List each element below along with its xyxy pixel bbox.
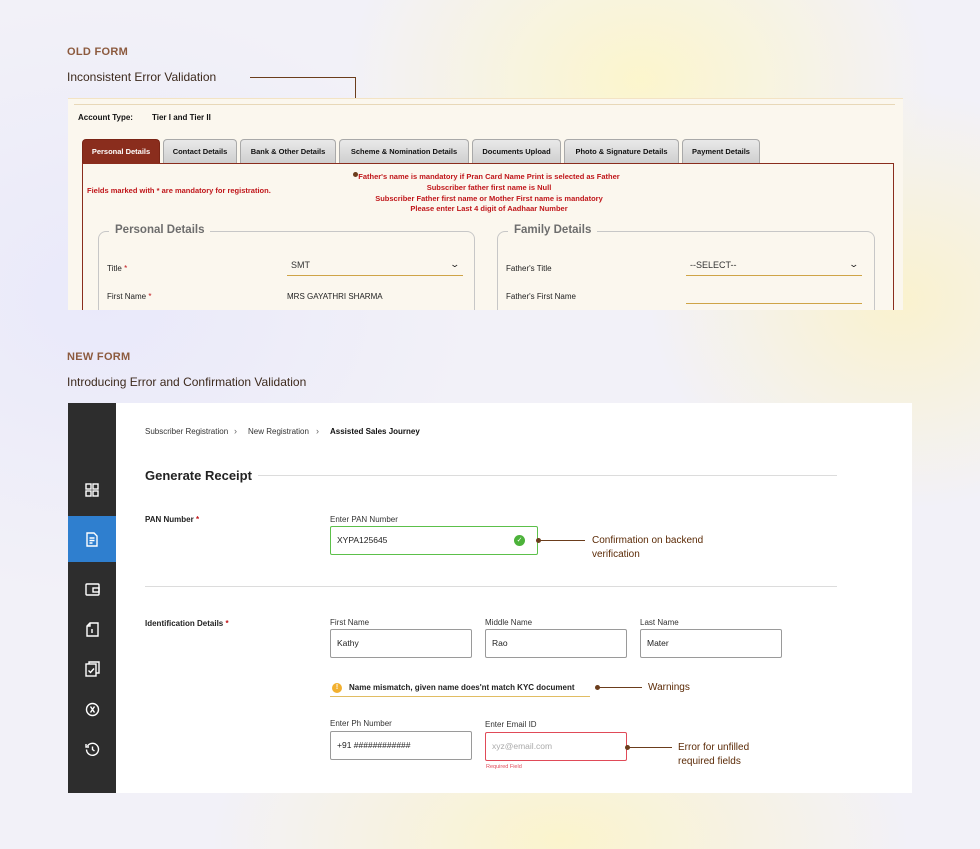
name-mismatch-warning bbox=[330, 681, 590, 697]
pan-input-value: XYPA125645 bbox=[337, 535, 388, 545]
first-name-input[interactable]: Kathy bbox=[330, 629, 472, 658]
family-details-fieldset bbox=[497, 224, 875, 310]
error-annotation-line bbox=[629, 747, 672, 748]
warning-text: Name mismatch, given name does'nt match KYC document bbox=[349, 683, 575, 692]
error-message: Father's name is mandatory if Pran Card Name Print is selected as Father bbox=[358, 172, 620, 181]
sidebar-item-history[interactable] bbox=[68, 726, 116, 772]
breadcrumb-current: Assisted Sales Journey bbox=[330, 427, 420, 436]
tab-bank-other-details[interactable]: Bank & Other Details bbox=[240, 139, 336, 163]
title-label: Title * bbox=[107, 264, 128, 273]
old-form-body bbox=[82, 163, 894, 310]
warnings-annotation-line bbox=[599, 687, 642, 688]
check-circle-icon: ✓ bbox=[514, 535, 525, 546]
page-title: Generate Receipt bbox=[145, 468, 252, 483]
old-form-label: OLD FORM bbox=[67, 46, 129, 58]
mandatory-note: Fields marked with * are mandatory for registration. bbox=[87, 186, 271, 195]
warnings-annotation: Warnings bbox=[648, 682, 690, 693]
title-select-value: SMT bbox=[291, 260, 310, 270]
first-name-label: First Name bbox=[330, 618, 370, 627]
fathers-title-label: Father's Title bbox=[506, 264, 552, 273]
phone-label: Enter Ph Number bbox=[330, 719, 392, 728]
chevron-down-icon: ⌄ bbox=[848, 259, 860, 269]
divider bbox=[258, 475, 837, 476]
email-error: Required Field bbox=[486, 764, 522, 770]
sidebar-item-receipt[interactable] bbox=[68, 516, 116, 562]
divider bbox=[74, 104, 895, 105]
breadcrumb-item[interactable]: New Registration bbox=[248, 427, 309, 436]
email-label: Enter Email ID bbox=[485, 720, 537, 729]
last-name-label: Last Name bbox=[640, 618, 679, 627]
breadcrumb-item[interactable]: Subscriber Registration bbox=[145, 427, 229, 436]
warning-icon: ! bbox=[332, 683, 342, 693]
family-details-legend: Family Details bbox=[508, 224, 597, 236]
tab-contact-details[interactable]: Contact Details bbox=[163, 139, 237, 163]
tab-payment-details[interactable]: Payment Details bbox=[682, 139, 760, 163]
pan-section-label: PAN Number * bbox=[145, 515, 200, 524]
fathers-first-name-label: Father's First Name bbox=[506, 292, 576, 301]
sidebar-item-dashboard[interactable] bbox=[68, 467, 116, 513]
file-icon bbox=[86, 622, 99, 637]
first-name-value[interactable]: MRS GAYATHRI SHARMA bbox=[287, 292, 383, 301]
error-message: Subscriber Father first name or Mother First name is mandatory bbox=[375, 194, 603, 203]
new-form-label: NEW FORM bbox=[67, 351, 131, 363]
rupee-cycle-icon bbox=[85, 702, 100, 717]
personal-details-fieldset bbox=[98, 224, 475, 310]
grid-icon bbox=[85, 483, 99, 497]
identification-section-label: Identification Details * bbox=[145, 619, 229, 628]
new-form-panel bbox=[68, 403, 912, 793]
tab-scheme-nomination[interactable]: Scheme & Nomination Details bbox=[339, 139, 469, 163]
pan-field-label: Enter PAN Number bbox=[330, 515, 398, 524]
confirmation-annotation-line bbox=[540, 540, 585, 541]
old-annotation-line bbox=[250, 77, 355, 78]
history-icon bbox=[85, 742, 100, 757]
old-form-panel bbox=[68, 98, 903, 310]
breadcrumb-separator: › bbox=[234, 426, 237, 436]
divider bbox=[145, 586, 837, 587]
title-select[interactable] bbox=[287, 258, 463, 276]
email-input[interactable]: xyz@email.com bbox=[485, 732, 627, 761]
sidebar bbox=[68, 403, 116, 793]
breadcrumb-separator: › bbox=[316, 426, 319, 436]
account-type-value: Tier I and Tier II bbox=[152, 113, 211, 122]
document-icon bbox=[85, 532, 99, 547]
tab-documents-upload[interactable]: Documents Upload bbox=[472, 139, 561, 163]
confirmation-annotation: Confirmation on backend verification bbox=[592, 535, 704, 560]
fathers-first-name-input[interactable] bbox=[686, 286, 862, 304]
middle-name-label: Middle Name bbox=[485, 618, 533, 627]
pan-input[interactable] bbox=[330, 526, 538, 555]
error-message: Subscriber father first name is Null bbox=[426, 183, 552, 192]
error-message: Please enter Last 4 digit of Aadhaar Number bbox=[410, 204, 568, 213]
phone-input[interactable]: +91 ############ bbox=[330, 731, 472, 760]
tab-personal-details[interactable]: Personal Details bbox=[82, 139, 160, 163]
personal-details-legend: Personal Details bbox=[109, 224, 210, 236]
middle-name-input[interactable]: Rao bbox=[485, 629, 627, 658]
first-name-label: First Name * bbox=[107, 292, 152, 301]
clipboard-check-icon bbox=[85, 661, 100, 677]
wallet-icon bbox=[85, 583, 100, 596]
fathers-title-select[interactable] bbox=[686, 258, 862, 276]
fathers-title-select-value: --SELECT-- bbox=[690, 260, 737, 270]
error-annotation: Error for unfilled required fields bbox=[678, 742, 750, 767]
old-form-subtitle: Inconsistent Error Validation bbox=[67, 70, 217, 84]
old-annotation-dot bbox=[353, 172, 358, 177]
chevron-down-icon: ⌄ bbox=[449, 259, 461, 269]
last-name-input[interactable]: Mater bbox=[640, 629, 782, 658]
new-form-subtitle: Introducing Error and Confirmation Validation bbox=[67, 375, 307, 389]
tab-photo-signature[interactable]: Photo & Signature Details bbox=[564, 139, 679, 163]
account-type-label: Account Type: bbox=[78, 113, 133, 122]
